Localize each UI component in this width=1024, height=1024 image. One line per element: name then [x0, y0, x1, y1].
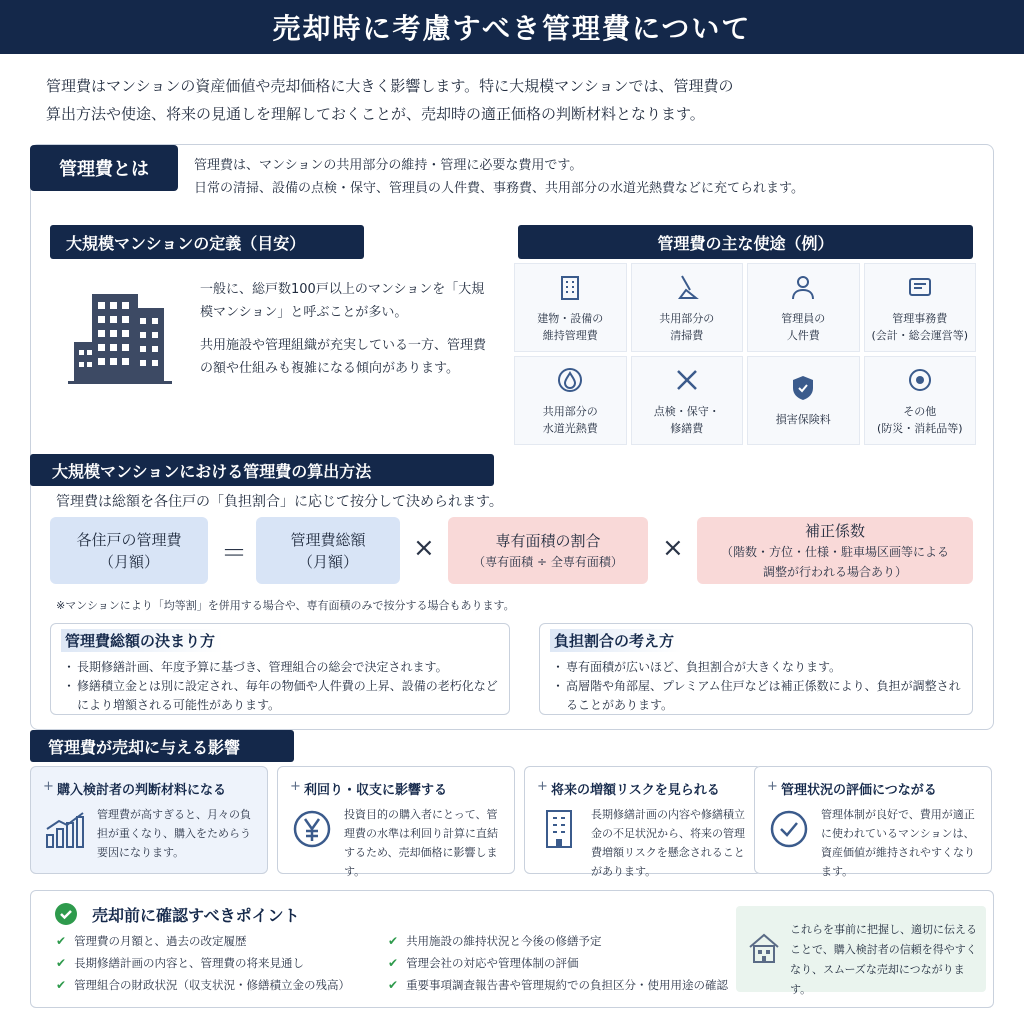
impact-card: + 管理状況の評価につながる 管理体制が良好で、費用が適正に使われているマンションは、資産価値が維持されやすくなります。	[754, 766, 992, 874]
check-icon: ✔	[56, 978, 67, 992]
building-icon	[555, 272, 585, 302]
check-icon: ✔	[388, 956, 399, 970]
intro-line: 管理費はマンションの資産価値や売却価格に大きく影響します。特に大規模マンションでは、管理費の	[46, 77, 734, 95]
drop-icon	[555, 365, 585, 395]
page-title: 売却時に考慮すべき管理費について	[0, 0, 1024, 54]
shield-icon	[788, 373, 818, 403]
use-item: 共用部分の 水道光熱費	[514, 356, 627, 445]
list-item: ・ 修繕積立金とは別に設定され、毎年の物価や人件費の上昇、設備の老朽化などにより増額される可能性があります。	[67, 677, 507, 715]
use-item: 損害保険料	[747, 356, 860, 445]
definition-label: 大規模マンションの定義（目安）	[50, 225, 364, 259]
document-icon	[905, 272, 935, 302]
share-box	[539, 623, 973, 715]
times-sign: ×	[662, 533, 684, 563]
total-fee-title: 管理費総額の決まり方	[61, 629, 223, 652]
share-title: 負担割合の考え方	[550, 629, 682, 652]
definition-paragraph: 一般に、総戸数100戸以上のマンションを「大規模マンション」と呼ぶことが多い。	[200, 282, 485, 320]
impact-card: + 将来の増額リスクを見られる 長期修繕計画の内容や修繕積立金の不足状況から、将来の管理費増額リスクを懸念されることがあります。	[524, 766, 762, 874]
list-item: ・ 専有面積が広いほど、負担割合が大きくなります。	[556, 658, 966, 677]
list-item: ・ 長期修繕計画、年度予算に基づき、管理組合の総会で決定されます。	[67, 658, 507, 677]
about-text	[194, 154, 804, 200]
equals-sign: ＝	[221, 539, 248, 569]
check-icon: ✔	[388, 934, 399, 948]
list-item: ・ 高層階や角部屋、プレミアム住戸などは補正係数により、負担が調整されることがあります。	[556, 677, 966, 715]
check-circle-icon	[767, 807, 811, 851]
house-icon	[746, 930, 782, 966]
check-icon: ✔	[56, 956, 67, 970]
use-item: 共用部分の 清掃費	[631, 263, 744, 352]
list-item: ✔ 管理費の月額と、過去の改定履歴	[56, 930, 350, 952]
impact-card: + 利回り・収支に影響する 投資目的の購入者にとって、管理費の水準は利回り計算に直結するため、売却価格に影響します。	[277, 766, 515, 874]
broom-icon	[672, 272, 702, 302]
list-item: ✔ 管理会社の対応や管理体制の評価	[388, 952, 728, 974]
calc-description: 管理費は総額を各住戸の「負担割合」に応じて按分して決められます。	[56, 494, 503, 510]
use-item: その他 (防災・消耗品等)	[864, 356, 977, 445]
formula-area-ratio: 専有面積の割合 （専有面積 ÷ 全専有面積）	[448, 517, 648, 584]
share-list	[556, 658, 966, 715]
intro-text	[46, 72, 986, 128]
formula-correction: 補正係数 （階数・方位・仕様・駐車場区画等による 調整が行われる場合あり）	[697, 517, 973, 584]
about-line: 日常の清掃、設備の点検・保守、管理員の人件費、事務費、共用部分の水道光熱費などに充てられます。	[194, 181, 804, 196]
definition-text	[200, 278, 490, 380]
building-icon	[66, 290, 176, 386]
intro-line: 算出方法や使途、将来の見通しを理解しておくことが、売却時の適正価格の判断材料となります。	[46, 105, 705, 123]
use-item: 管理員の 人件費	[747, 263, 860, 352]
impact-label: 管理費が売却に与える影響	[30, 730, 294, 762]
tower-icon	[537, 807, 581, 851]
summary-box	[736, 906, 986, 996]
check-icon: ✔	[388, 978, 399, 992]
checklist-right	[388, 930, 728, 996]
calc-note: ※マンションにより「均等割」を併用する場合や、専有面積のみで按分する場合もあります。	[56, 599, 515, 612]
chart-up-icon	[43, 807, 87, 851]
total-fee-list	[67, 658, 507, 715]
total-fee-box	[50, 623, 510, 715]
impact-card: + 購入検討者の判断材料になる 管理費が高すぎると、月々の負担が重くなり、購入をためらう要因になります。	[30, 766, 268, 874]
use-item: 点検・保守・ 修繕費	[631, 356, 744, 445]
yen-icon	[290, 807, 334, 851]
uses-grid	[514, 263, 976, 445]
list-item: ✔ 管理組合の財政状況（収支状況・修繕積立金の残高）	[56, 974, 350, 996]
formula-unit-fee: 各住戸の管理費 （月額）	[50, 517, 208, 584]
use-item: 管理事務費 (会計・総会運営等)	[864, 263, 977, 352]
gear-icon	[905, 365, 935, 395]
check-icon: ✔	[56, 934, 67, 948]
definition-paragraph: 共用施設や管理組織が充実している一方、管理費の額や仕組みも複雑になる傾向があります。	[200, 338, 487, 376]
summary-text: これらを事前に把握し、適切に伝えることで、購入検討者の信頼を得やすくなり、スムーズな売却につながります。	[790, 923, 977, 996]
list-item: ✔ 共用施設の維持状況と今後の修繕予定	[388, 930, 728, 952]
formula-total-fee: 管理費総額 （月額）	[256, 517, 400, 584]
calc-label: 大規模マンションにおける管理費の算出方法	[30, 454, 494, 486]
use-item: 建物・設備の 維持管理費	[514, 263, 627, 352]
list-item: ✔ 重要事項調査報告書や管理規約での負担区分・使用用途の確認	[388, 974, 728, 996]
list-item: ✔ 長期修繕計画の内容と、管理費の将来見通し	[56, 952, 350, 974]
about-line: 管理費は、マンションの共用部分の維持・管理に必要な費用です。	[194, 158, 583, 173]
uses-label: 管理費の主な使途（例）	[518, 225, 973, 259]
tools-icon	[672, 365, 702, 395]
check-circle-icon	[54, 902, 78, 926]
about-label: 管理費とは	[30, 145, 178, 191]
checklist-title: 売却前に確認すべきポイント	[92, 906, 300, 925]
checklist-left	[56, 930, 350, 996]
staff-icon	[788, 272, 818, 302]
times-sign: ×	[413, 533, 435, 563]
